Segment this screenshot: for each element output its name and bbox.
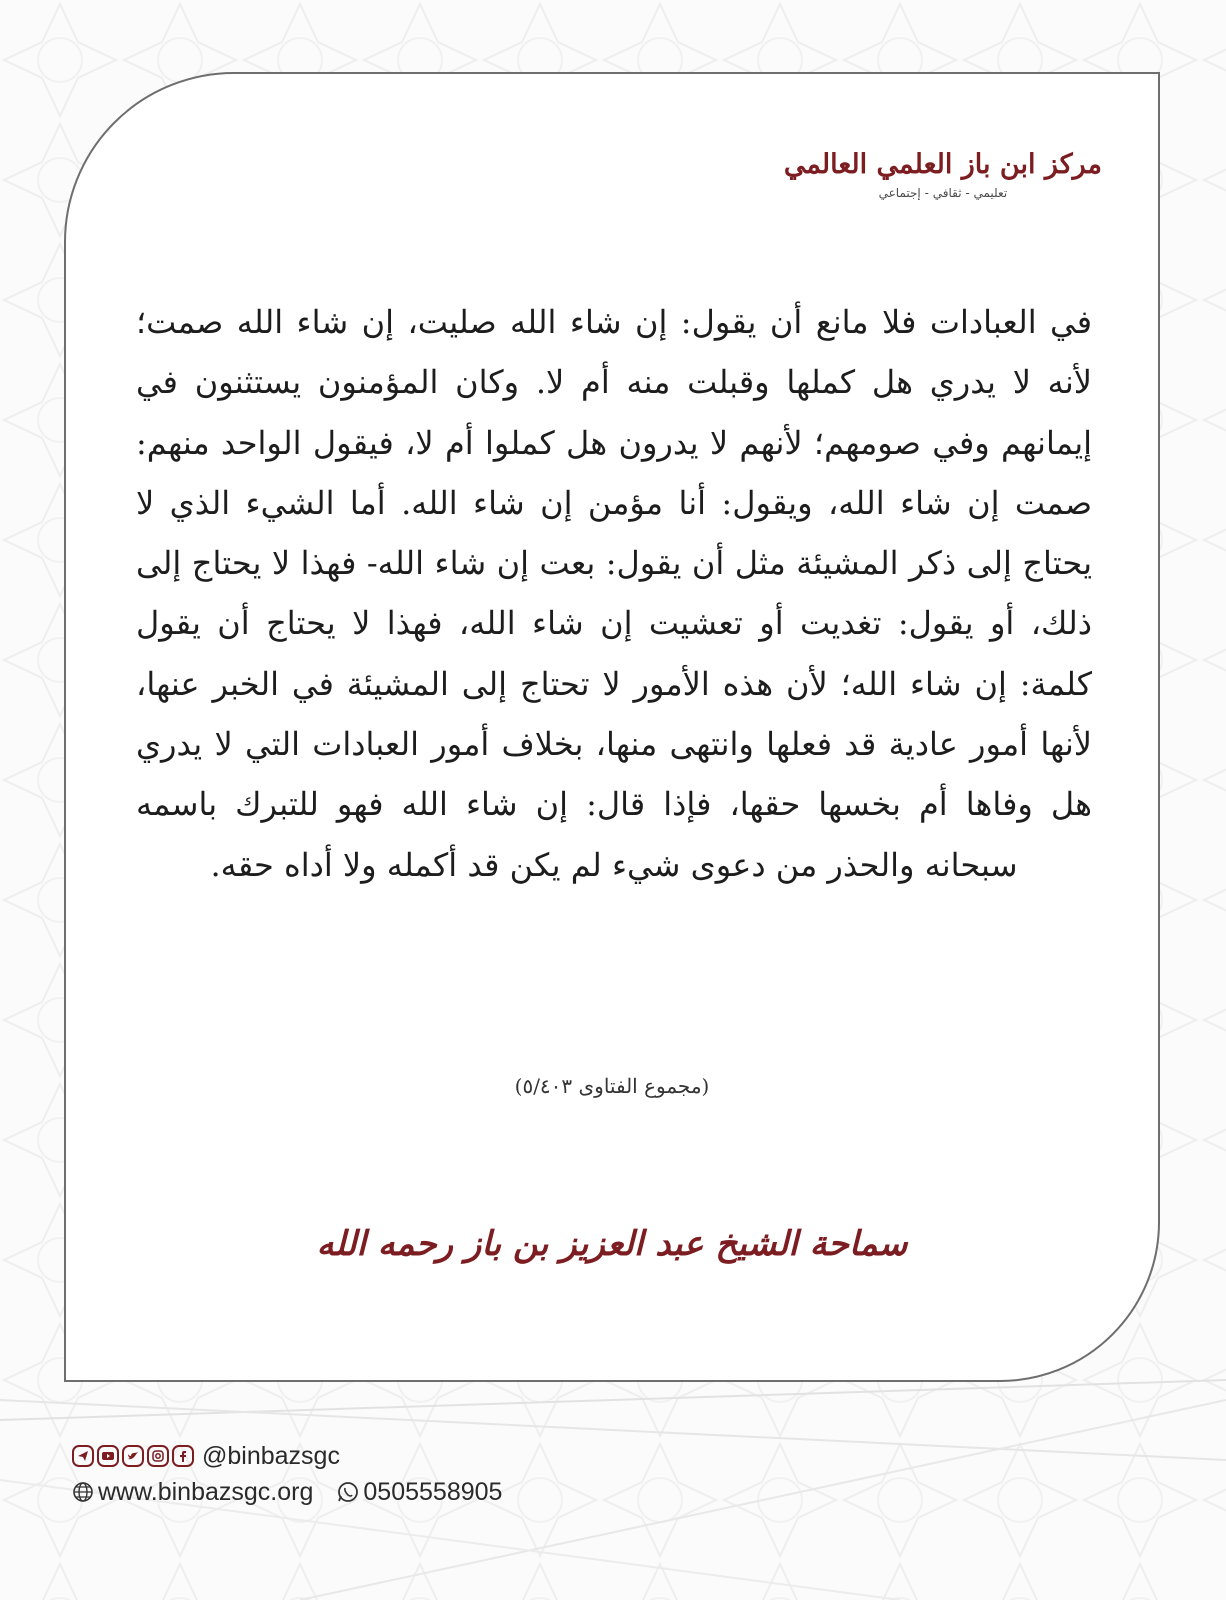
globe-icon bbox=[72, 1481, 94, 1503]
phone-number[interactable]: 0505558905 bbox=[363, 1477, 503, 1506]
center-logo bbox=[783, 114, 1110, 234]
sheikh-signature: سماحة الشيخ عبد العزيز بن باز رحمه الله bbox=[316, 1224, 908, 1264]
citation: (مجموع الفتاوى ٥/٤٠٣) bbox=[514, 1074, 710, 1098]
social-row bbox=[72, 1438, 672, 1474]
content-card bbox=[64, 72, 1160, 1382]
youtube-icon[interactable] bbox=[97, 1445, 119, 1467]
fatwa-text: في العبادات فلا مانع أن يقول: إن شاء الله صليت، إن شاء الله صمت؛ لأنه لا يدري هل كملها وقبلت منه أم لا. وكان المؤمنون يستثنون في إيمانهم وفي صومهم؛ لأنهم لا يدرون هل كملوا أم لا، فيقول الواحد منهم: صمت إن شاء الله، ويقول: أنا مؤمن إن شاء الله. أما الشيء الذي لا يحتاج إلى ذكر المشيئة مثل أن يقول: بعت إن شاء الله- فهذا لا يحتاج إلى ذلك، أو يقول: تغديت أو تعشيت إن شاء الله، فهذا لا يحتاج أن يقول كلمة: إن شاء الله؛ لأن هذه الأمور لا تحتاج إلى المشيئة في الخبر عنها، لأنها أمور عادية قد فعلها وانتهى منها، بخلاف أمور العبادات التي لا يدري هل وفاها أم بخسها حقها، فإذا قال: إن شاء الله فهو للتبرك باسمه سبحانه والحذر من دعوى شيء لم يكن قد أكمله ولا أداه حقه. bbox=[136, 303, 1093, 884]
website-link[interactable]: www.binbazsgc.org bbox=[98, 1477, 314, 1506]
facebook-icon[interactable] bbox=[172, 1445, 194, 1467]
social-icons bbox=[72, 1445, 194, 1467]
whatsapp-icon bbox=[337, 1481, 359, 1503]
contact-row bbox=[72, 1474, 672, 1510]
telegram-icon[interactable] bbox=[72, 1445, 94, 1467]
logo-title: مركز ابن باز العلمي العالمي bbox=[783, 148, 1102, 180]
footer bbox=[72, 1438, 672, 1510]
twitter-icon[interactable] bbox=[122, 1445, 144, 1467]
logo-subtitle: تعليمي - ثقافي - إجتماعي bbox=[878, 185, 1008, 200]
instagram-icon[interactable] bbox=[147, 1445, 169, 1467]
social-handle[interactable]: @binbazsgc bbox=[202, 1441, 340, 1470]
